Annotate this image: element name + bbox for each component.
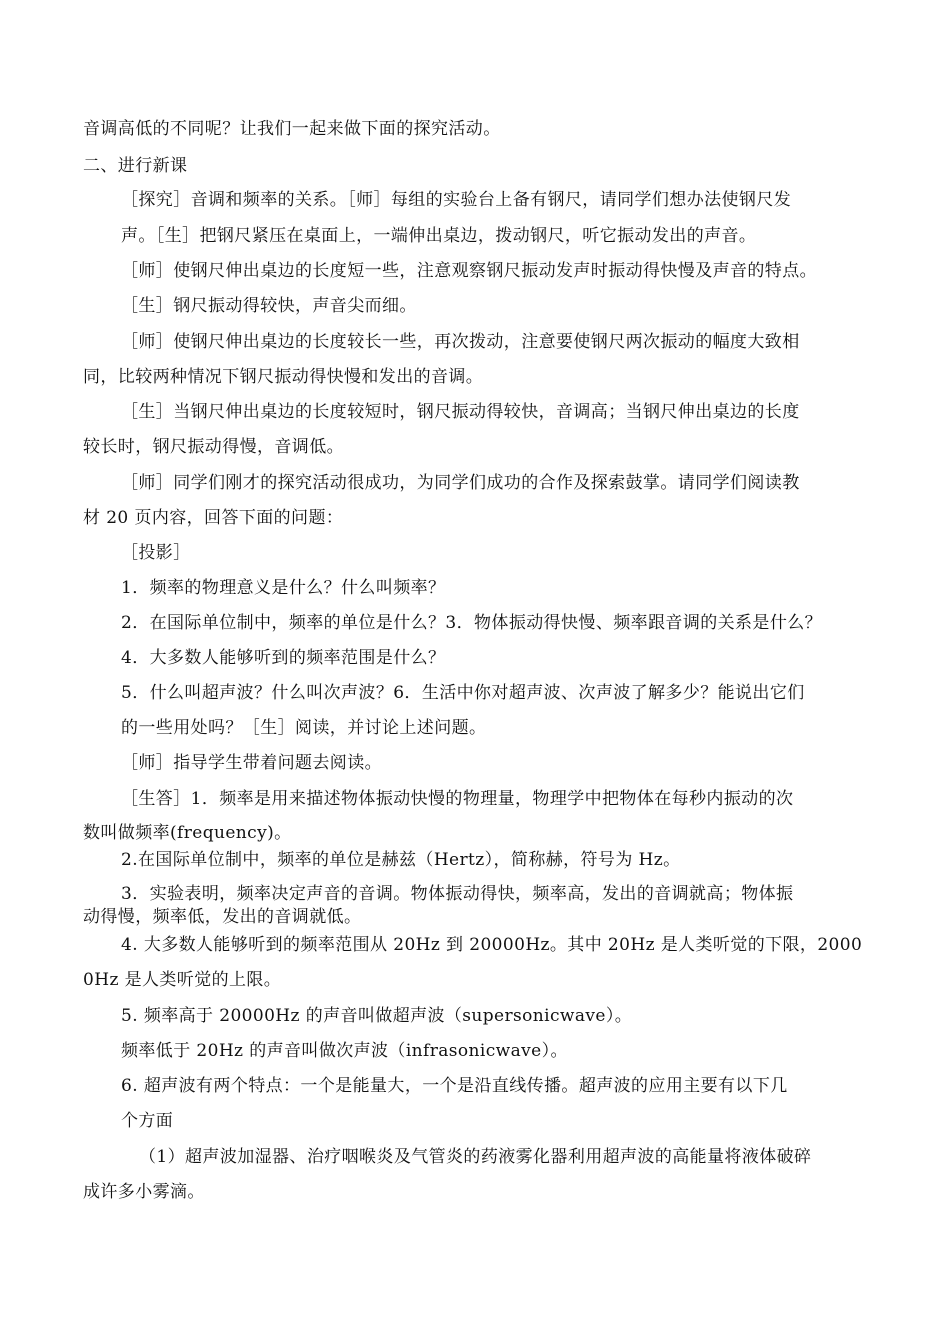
text-line: ［探究］音调和频率的关系。［师］每组的实验台上备有钢尺，请同学们想办法使钢尺发 — [121, 190, 792, 210]
answer-item: ［生答］1．频率是用来描述物体振动快慢的物理量，物理学中把物体在每秒内振动的次 — [121, 789, 794, 809]
text-line: 个方面 — [121, 1111, 174, 1131]
question-item: 5．什么叫超声波？什么叫次声波？6．生活中你对超声波、次声波了解多少？能说出它们 — [121, 683, 805, 703]
text-line: ［师］使钢尺伸出桌边的长度短一些，注意观察钢尺振动发声时振动得快慢及声音的特点。 — [121, 261, 817, 281]
answer-item: 5. 频率高于 20000Hz 的声音叫做超声波（supersonicwave）。 — [121, 1006, 633, 1026]
text-line: 成许多小雾滴。 — [83, 1182, 205, 1202]
text-line: ［师］使钢尺伸出桌边的长度较长一些，再次拨动，注意要使钢尺两次振动的幅度大致相 — [121, 332, 800, 352]
text-line: 的一些用处吗？［生］阅读，并讨论上述问题。 — [121, 718, 487, 738]
text-line: 声。［生］把钢尺紧压在桌面上，一端伸出桌边，拨动钢尺，听它振动发出的声音。 — [121, 226, 757, 246]
answer-item: 4. 大多数人能够听到的频率范围从 20Hz 到 20000Hz。其中 20Hz 是人类听觉的下限，2000 — [121, 935, 863, 955]
text-line: 频率低于 20Hz 的声音叫做次声波（infrasonicwave）。 — [121, 1041, 568, 1061]
answer-item: 2.在国际单位制中，频率的单位是赫兹（Hertz），简称赫，符号为 Hz。 — [121, 850, 681, 870]
answer-item: 6. 超声波有两个特点：一个是能量大，一个是沿直线传播。超声波的应用主要有以下几 — [121, 1076, 788, 1096]
text-line: 0Hz 是人类听觉的上限。 — [83, 970, 282, 990]
text-line: 动得慢，频率低，发出的音调就低。 — [83, 907, 362, 927]
section-heading: 二、进行新课 — [83, 156, 188, 176]
text-line: 音调高低的不同呢？让我们一起来做下面的探究活动。 — [83, 119, 501, 139]
question-item: 4．大多数人能够听到的频率范围是什么？ — [121, 648, 446, 668]
text-line: ［投影］ — [121, 543, 191, 563]
answer-item: 3．实验表明，频率决定声音的音调。物体振动得快，频率高，发出的音调就高；物体振 — [121, 884, 794, 904]
question-item: 2．在国际单位制中，频率的单位是什么？3．物体振动得快慢、频率跟音调的关系是什么？ — [121, 613, 823, 633]
text-line: 较长时，钢尺振动得慢，音调低。 — [83, 437, 344, 457]
text-line: 数叫做频率(frequency)。 — [83, 823, 292, 843]
text-line: ［生］钢尺振动得较快，声音尖而细。 — [121, 296, 417, 316]
text-line: 同，比较两种情况下钢尺振动得快慢和发出的音调。 — [83, 367, 484, 387]
question-item: 1．频率的物理意义是什么？什么叫频率？ — [121, 578, 446, 598]
text-line: ［师］同学们刚才的探究活动很成功，为同学们成功的合作及探索鼓掌。请同学们阅读教 — [121, 473, 800, 493]
sub-item: （1）超声波加湿器、治疗咽喉炎及气管炎的药液雾化器利用超声波的高能量将液体破碎 — [139, 1147, 812, 1167]
text-line: 材 20 页内容，回答下面的问题： — [83, 508, 344, 528]
text-line: ［师］指导学生带着问题去阅读。 — [121, 753, 382, 773]
text-line: ［生］当钢尺伸出桌边的长度较短时，钢尺振动得较快，音调高；当钢尺伸出桌边的长度 — [121, 402, 800, 422]
